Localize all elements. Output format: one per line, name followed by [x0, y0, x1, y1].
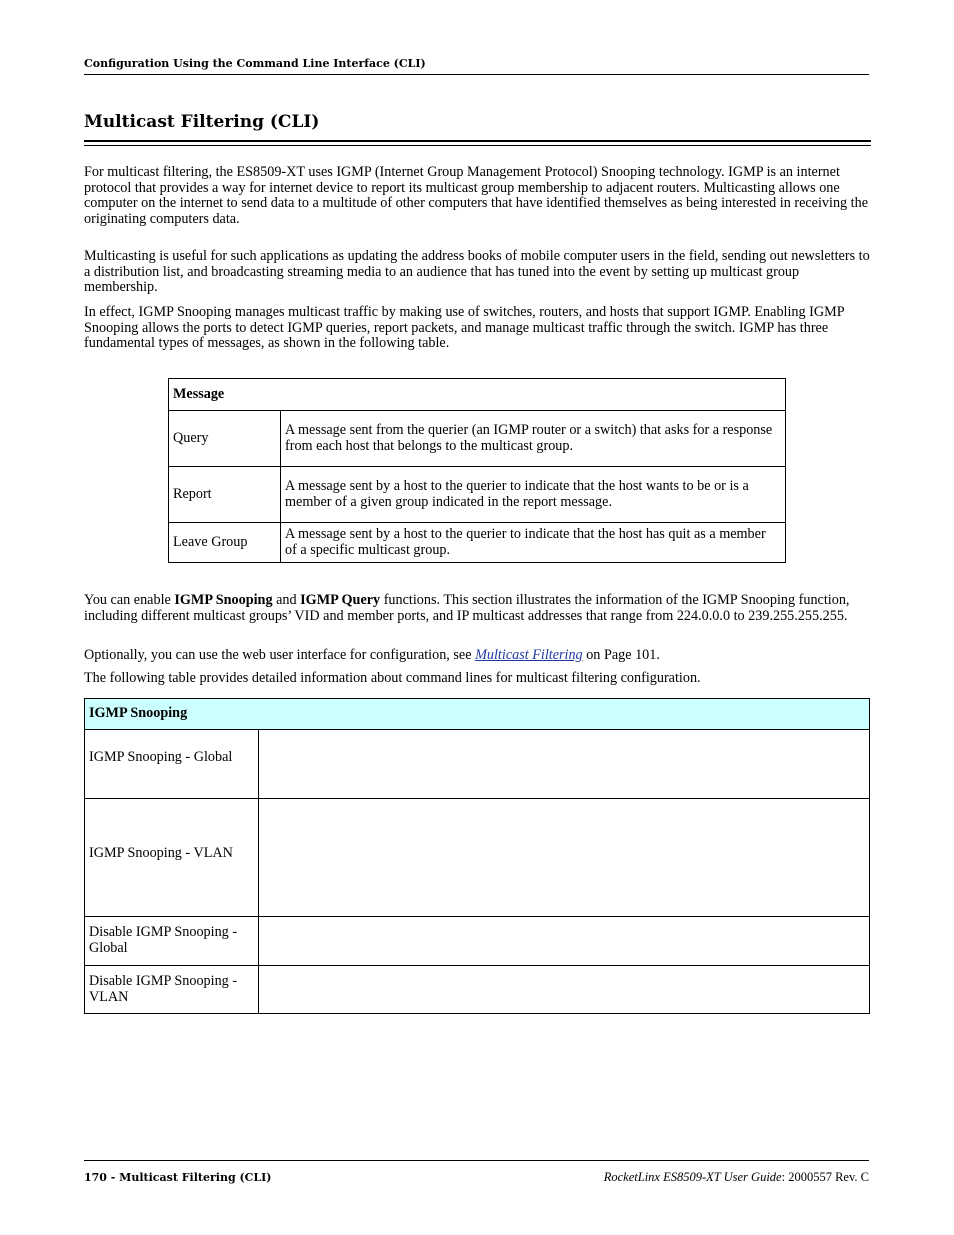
table-header-row: [85, 699, 870, 730]
multicast-filtering-link[interactable]: Multicast Filtering: [475, 647, 583, 663]
text-run: You can enable: [84, 592, 175, 608]
table-row: [169, 411, 786, 467]
message-name: Query: [169, 411, 281, 467]
command-name: [85, 730, 259, 799]
message-description: A message sent by a host to the querier to indicate that the host has quit as a member of a specific multicast group.: [281, 523, 786, 563]
message-description: A message sent by a host to the querier to indicate that the host wants to be or is a member of a given group indicated in the report message.: [281, 467, 786, 523]
guide-name: RocketLinx ES8509-XT User Guide: [603, 1170, 782, 1184]
paragraph-enable: [84, 593, 870, 624]
command-detail: [259, 799, 870, 917]
footer-page-label: 170 - Multicast Filtering (CLI): [84, 1171, 272, 1184]
running-header: Configuration Using the Command Line Interface (CLI): [84, 57, 426, 70]
text-run: and: [272, 592, 301, 608]
table-row: [169, 523, 786, 563]
text-run: Optionally, you can use the web user interface for configuration, see: [84, 647, 476, 663]
header-divider: [84, 74, 869, 75]
igmp-snooping-table: [84, 698, 870, 1014]
bold-term: IGMP Snooping: [174, 592, 273, 608]
table-row: [85, 799, 870, 917]
table-row: [85, 730, 870, 799]
section-title: Multicast Filtering (CLI): [84, 112, 320, 132]
paragraph-optional: [84, 648, 870, 664]
table-row: [169, 467, 786, 523]
message-description: A message sent from the querier (an IGMP router or a switch) that asks for a response from each host that belongs to the multicast group.: [281, 411, 786, 467]
message-name: Report: [169, 467, 281, 523]
footer-guide-title: [604, 1170, 869, 1185]
text-run: functions. This section illustrates the information of the IGMP Snooping function, including different multicast groups’ VID and member ports, and IP multicast addresses that range from 224.0.0.0 to 239.255.255.255.: [84, 592, 850, 624]
command-name: Disable IGMP Snooping - VLAN: [85, 966, 259, 1014]
message-name: Leave Group: [169, 523, 281, 563]
command-name: [85, 799, 259, 917]
table-header: IGMP Snooping: [85, 699, 870, 730]
guide-revision: : 2000557 Rev. C: [781, 1170, 869, 1184]
paragraph-uses: Multicasting is useful for such applications as updating the address books of mobile computer users in the field, sending out newsletters to a distribution list, and broadcasting streaming media to an audience that has tuned into the event by setting up multicast group membership.: [84, 248, 870, 296]
message-types-table: [168, 378, 786, 563]
command-name-text: IGMP Snooping - Global: [89, 749, 233, 766]
command-detail: [259, 966, 870, 1014]
bold-term: IGMP Query: [300, 592, 381, 608]
command-name-text: IGMP Snooping - VLAN: [89, 844, 233, 861]
table-row: [85, 917, 870, 966]
paragraph-table-intro: The following table provides detailed information about command lines for multicast filtering configuration.: [84, 670, 701, 686]
table-header: Message: [169, 379, 786, 411]
table-header-row: [169, 379, 786, 411]
paragraph-intro: For multicast filtering, the ES8509-XT uses IGMP (Internet Group Management Protocol) Snooping technology. IGMP is an internet protocol that provides a way for internet device to report its multicast group membership to adjacent routers. Multicasting allows one computer on the internet to send data to a multitude of other computers that have identified themselves as being interested in receiving the originating computers data.: [84, 164, 869, 227]
footer-divider: [84, 1160, 869, 1161]
command-detail: [259, 917, 870, 966]
table-row: [85, 966, 870, 1014]
title-divider-thick: [84, 140, 871, 142]
title-divider-thin: [84, 145, 871, 146]
command-name: Disable IGMP Snooping - Global: [85, 917, 259, 966]
command-detail: [259, 730, 870, 799]
text-run: on Page 101.: [582, 647, 660, 663]
paragraph-effect: In effect, IGMP Snooping manages multicast traffic by making use of switches, routers, and hosts that support IGMP. Enabling IGMP Snooping allows the ports to detect IGMP queries, report packets, and manage multicast traffic through the switch. IGMP has three fundamental types of messages, as shown in the following table.: [84, 304, 845, 352]
